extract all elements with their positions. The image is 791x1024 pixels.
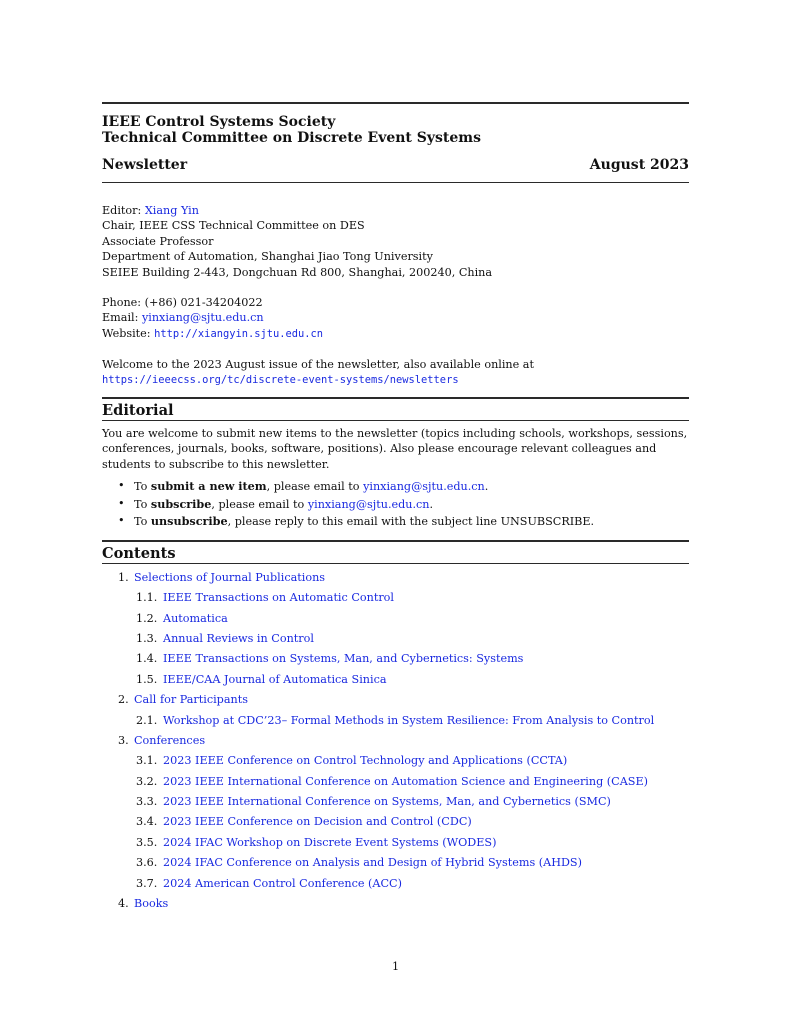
toc-link[interactable]: 2024 IFAC Conference on Analysis and Design of Hybrid Systems (AHDS) — [163, 856, 582, 870]
toc-number: 4. — [118, 897, 129, 911]
toc-number: 3.6. — [136, 856, 158, 870]
toc-number: 1. — [118, 570, 129, 584]
editor-title-1: Chair, IEEE CSS Technical Committee on DES — [102, 219, 365, 233]
toc-link[interactable]: 2024 American Control Conference (ACC) — [163, 876, 402, 890]
toc-link[interactable]: 2023 IEEE Conference on Decision and Control (CDC) — [163, 815, 472, 829]
toc-number: 1.2. — [136, 611, 158, 625]
issue-date: August 2023 — [589, 157, 689, 173]
toc-number: 1.5. — [136, 672, 158, 686]
toc-link[interactable]: IEEE Transactions on Systems, Man, and Cybernetics: Systems — [163, 652, 524, 666]
toc-item[interactable] — [102, 814, 689, 830]
toc-link[interactable]: Books — [134, 897, 169, 911]
org-line-1: IEEE Control Systems Society — [102, 114, 336, 130]
welcome-text: Welcome to the 2023 August issue of the newsletter, also available online at — [102, 358, 534, 372]
bullet-text: , please reply to this email with the subject line UNSUBSCRIBE. — [227, 515, 595, 529]
bullet-bold: unsubscribe — [150, 514, 228, 529]
contents-bottom-rule — [102, 563, 689, 564]
toc-link[interactable]: Call for Participants — [134, 693, 248, 707]
phone-label: Phone: — [102, 296, 145, 310]
toc-item[interactable] — [102, 774, 689, 790]
website-line — [102, 326, 689, 342]
newsletter-row — [102, 157, 689, 173]
toc-item[interactable] — [102, 733, 689, 749]
toc-number: 3.3. — [136, 795, 158, 809]
bullet-submit — [118, 478, 689, 496]
editor-line — [102, 203, 689, 218]
org-line-2: Technical Committee on Discrete Event Systems — [102, 130, 481, 146]
contents-heading: Contents — [102, 544, 176, 562]
bullet-text: , please email to — [211, 497, 308, 511]
toc-link[interactable]: IEEE Transactions on Automatic Control — [163, 591, 394, 605]
editor-block — [102, 203, 689, 280]
editorial-bullet-list — [102, 478, 689, 531]
toc-number: 1.1. — [136, 591, 158, 605]
toc-item[interactable] — [102, 713, 689, 729]
toc-item[interactable] — [102, 835, 689, 851]
toc-link[interactable]: Annual Reviews in Control — [163, 631, 314, 645]
bullet-unsubscribe — [118, 513, 689, 531]
newsletter-page — [102, 102, 689, 916]
toc-item[interactable] — [102, 692, 689, 708]
toc-number: 3.5. — [136, 835, 158, 849]
newsletter-archive-link[interactable]: https://ieeecss.org/tc/discrete-event-systems/newsletters — [102, 373, 459, 386]
toc-number: 3.1. — [136, 754, 158, 768]
bullet-text: , please email to — [266, 480, 364, 494]
toc-item[interactable] — [102, 896, 689, 912]
phone-value: (+86) 021-34204022 — [144, 296, 263, 310]
toc-item[interactable] — [102, 876, 689, 892]
bullet-suffix: . — [429, 497, 434, 511]
toc-item[interactable] — [102, 651, 689, 667]
page-number: 1 — [391, 960, 400, 973]
toc-item[interactable] — [102, 855, 689, 871]
toc-item[interactable] — [102, 794, 689, 810]
toc-item[interactable] — [102, 631, 689, 647]
header-rule — [102, 182, 689, 183]
email-line — [102, 310, 689, 325]
editor-department: Department of Automation, Shanghai Jiao Tong University — [102, 250, 433, 264]
toc-item[interactable] — [102, 672, 689, 688]
email-label: Email: — [102, 311, 142, 325]
phone-line — [102, 295, 689, 310]
toc-link[interactable]: IEEE/CAA Journal of Automatica Sinica — [163, 672, 387, 686]
email-link[interactable]: yinxiang@sjtu.edu.cn — [141, 311, 264, 325]
toc-link[interactable]: Selections of Journal Publications — [134, 570, 326, 584]
toc-item[interactable] — [102, 570, 689, 586]
table-of-contents — [102, 570, 689, 912]
editor-address: SEIEE Building 2-443, Dongchuan Rd 800, Shanghai, 200240, China — [102, 265, 493, 279]
bullet-prefix: To — [134, 515, 151, 529]
newsletter-label: Newsletter — [102, 157, 188, 173]
bullet-suffix: . — [484, 480, 489, 494]
toc-link[interactable]: 2023 IEEE International Conference on Automation Science and Engineering (CASE) — [163, 774, 649, 788]
toc-item[interactable] — [102, 590, 689, 606]
toc-number: 3. — [118, 733, 129, 747]
org-title — [102, 104, 689, 146]
website-label: Website: — [102, 326, 155, 340]
bullet-bold: subscribe — [150, 496, 212, 511]
toc-link[interactable]: 2023 IEEE International Conference on Systems, Man, and Cybernetics (SMC) — [163, 795, 611, 809]
contact-block — [102, 295, 689, 342]
toc-link[interactable]: Workshop at CDC’23– Formal Methods in System Resilience: From Analysis to Control — [163, 713, 655, 727]
toc-number: 1.4. — [136, 652, 158, 666]
website-link[interactable]: http://xiangyin.sjtu.edu.cn — [154, 327, 324, 340]
editor-label: Editor: — [102, 204, 145, 217]
toc-number: 2. — [118, 693, 129, 707]
toc-link[interactable]: Automatica — [163, 611, 228, 625]
editor-title-2: Associate Professor — [102, 234, 214, 248]
toc-link[interactable]: Conferences — [134, 733, 206, 747]
toc-link[interactable]: 2023 IEEE Conference on Control Technology and Applications (CCTA) — [163, 754, 568, 768]
toc-number: 2.1. — [136, 713, 158, 727]
bullet-bold: submit a new item — [150, 479, 267, 494]
bullet-prefix: To — [134, 480, 151, 494]
toc-link[interactable]: 2024 IFAC Workshop on Discrete Event Systems (WODES) — [163, 835, 497, 849]
editorial-bottom-rule — [102, 420, 689, 421]
welcome-block — [102, 357, 689, 388]
subscribe-email-link[interactable]: yinxiang@sjtu.edu.cn — [307, 497, 430, 511]
bullet-subscribe — [118, 496, 689, 514]
editorial-heading: Editorial — [102, 402, 174, 420]
toc-item[interactable] — [102, 611, 689, 627]
editor-name-link[interactable]: Xiang Yin — [144, 204, 199, 217]
toc-item[interactable] — [102, 753, 689, 769]
toc-number: 3.7. — [136, 876, 158, 890]
bullet-prefix: To — [134, 497, 151, 511]
toc-number: 3.2. — [136, 774, 158, 788]
submit-email-link[interactable]: yinxiang@sjtu.edu.cn — [363, 480, 485, 494]
editorial-paragraph: You are welcome to submit new items to the newsletter (topics including schools, workshops, sessions, conferences, journals, books, software, positions). Also please encourage relevant colleagues and students to subscribe to this newsletter. — [102, 427, 688, 471]
toc-number: 3.4. — [136, 815, 158, 829]
toc-number: 1.3. — [136, 631, 158, 645]
